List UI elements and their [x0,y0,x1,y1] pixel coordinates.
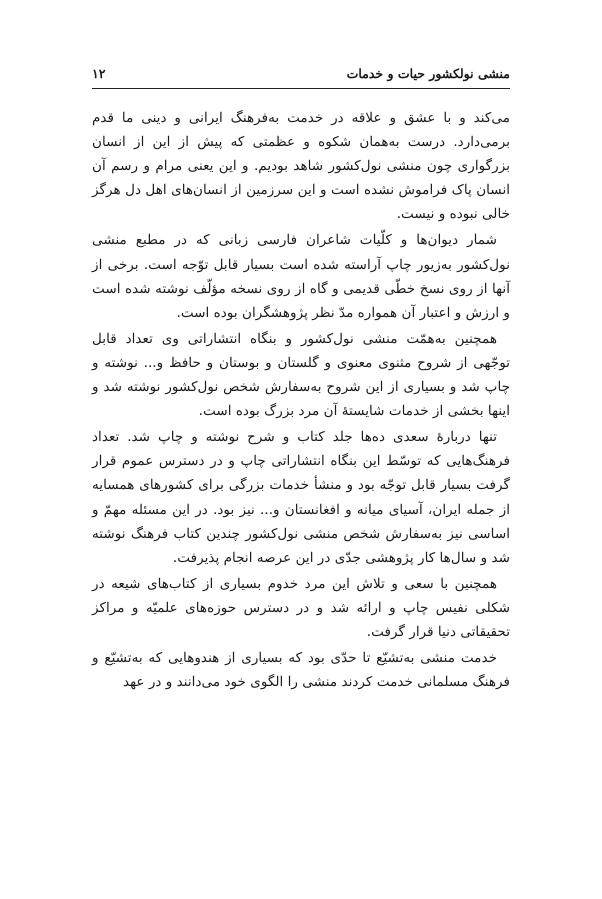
paragraph: خدمت منشی به‌تشیّع تا حدّی بود که بسیاری از هندوهایی که به‌تشیّع و فرهنگ مسلمانی خدمت کردند منشی را الگوی خود می‌دانند و در عهد [92,650,510,691]
paragraph: تنها دربارهٔ سعدی ده‌ها جلد کتاب و شرح نوشته و چاپ شد. تعداد فرهنگ‌هایی که توسّط این بنگاه انتشاراتی چاپ و در دسترس عموم قرار گرفت بسیار قابل توجّه بود و منشأ خدمات بزرگی برای کشورهای همسایه از جمله ایران، آسیای میانه و افغانستان و... نیز بود. در این مسئله مهمّ و اساسی نیز به‌سفارش شخص منشی نول‌کشور چندین کتاب فرهنگ نوشته شد و سال‌ها کار پژوهشی جدّی در این عرصه انجام پذیرفت. [92,429,510,566]
paragraph: همچنین به‌همّت منشی نول‌کشور و بنگاه انتشاراتی وی تعداد قابل توجّهی از شروح مثنوی معنوی و گلستان و بوستان و حافظ و... نوشته و چاپ شد و بسیاری از این شروح به‌سفارش شخص نول‌کشور نوشته شد و اینها بخشی از خدمات شایستهٔ آن مرد بزرگ بوده است. [92,330,510,420]
page-number: ۱۲ [92,66,106,81]
paragraph: شمار دیوان‌ها و کلّیات شاعران فارسی زبانی که در مطبع منشی نول‌کشور به‌زیور چاپ آراسته شده است بسیار قابل توّجه است. برخی از آنها از روی نسخ خطّی قدیمی و گاه از روی نسخه مؤلّف نوشته شده است و ارزش و اعتبار آن همواره مدّ نظر پژوهشگران بوده است. [92,232,510,321]
paragraph: همچنین با سعی و تلاش این مرد خدوم بسیاری از کتاب‌های شیعه در شکلی نفیس چاپ و ارائه شد و در دسترس حوزه‌های علمیّه و مراکز تحقیقاتی دنیا قرار گرفت. [92,575,510,640]
body-text [92,106,510,696]
paragraph: می‌کند و با عشق و علاقه در خدمت به‌فرهنگ ایرانی و دینی ما قدم برمی‌دارد. درست به‌همان شکوه و عظمتی که پیش از این از انسان بزرگواری چون منشی نول‌کشور شاهد بودیم. و این یعنی مرام و رسم آن انسان پاک فراموش نشده است و این سرزمین از انسان‌های اهل دل هرگز خالی نبوده و نیست. [92,110,510,223]
running-title: منشی نولکشور حیات و خدمات [346,66,510,81]
page-header [92,60,510,89]
